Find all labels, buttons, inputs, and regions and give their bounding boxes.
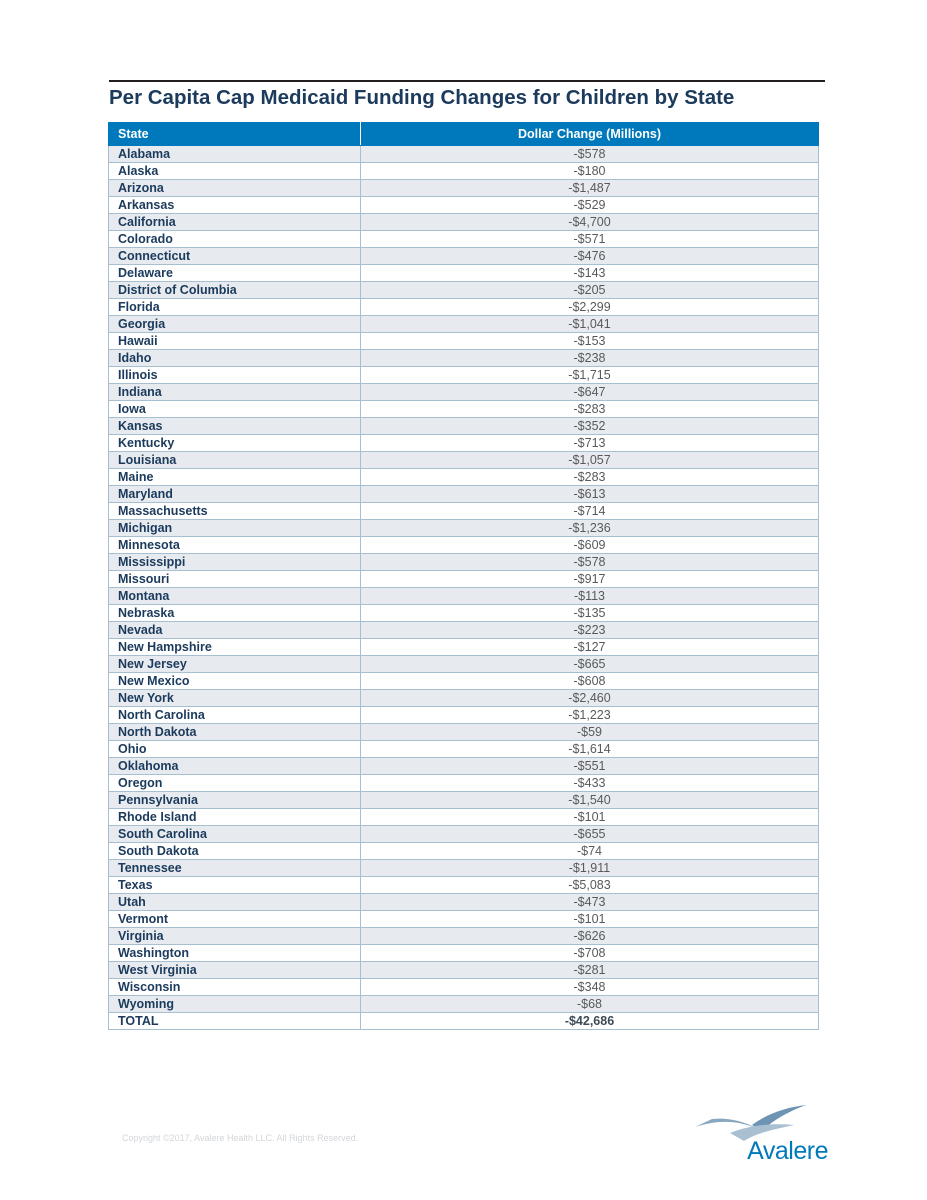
- table-row: [109, 469, 819, 486]
- state-cell: North Dakota: [109, 724, 361, 741]
- state-cell: Hawaii: [109, 333, 361, 350]
- dollar-change-cell: -$551: [361, 758, 819, 775]
- state-cell: Arkansas: [109, 197, 361, 214]
- state-cell: Wisconsin: [109, 979, 361, 996]
- table-row: [109, 214, 819, 231]
- table-row: [109, 826, 819, 843]
- table-row: [109, 197, 819, 214]
- dollar-change-cell: -$59: [361, 724, 819, 741]
- dollar-change-cell: -$714: [361, 503, 819, 520]
- state-cell: Colorado: [109, 231, 361, 248]
- table-row: [109, 520, 819, 537]
- dollar-change-cell: -$74: [361, 843, 819, 860]
- table-row: [109, 486, 819, 503]
- state-cell: Tennessee: [109, 860, 361, 877]
- table-body: [109, 146, 819, 1030]
- state-cell: Delaware: [109, 265, 361, 282]
- state-cell: Maine: [109, 469, 361, 486]
- dollar-change-cell: -$433: [361, 775, 819, 792]
- dollar-change-cell: -$113: [361, 588, 819, 605]
- table-row: [109, 724, 819, 741]
- table-row: [109, 333, 819, 350]
- state-cell: Alabama: [109, 146, 361, 163]
- dollar-change-cell: -$529: [361, 197, 819, 214]
- state-cell: New York: [109, 690, 361, 707]
- table-row: [109, 996, 819, 1013]
- table-row: [109, 860, 819, 877]
- state-cell: Utah: [109, 894, 361, 911]
- table-row: [109, 503, 819, 520]
- table-row: [109, 418, 819, 435]
- table-row: [109, 809, 819, 826]
- table-row: [109, 401, 819, 418]
- dollar-change-cell: -$578: [361, 146, 819, 163]
- table-row: [109, 435, 819, 452]
- dollar-change-cell: -$205: [361, 282, 819, 299]
- state-cell: Ohio: [109, 741, 361, 758]
- dollar-change-cell: -$1,614: [361, 741, 819, 758]
- state-cell: Nebraska: [109, 605, 361, 622]
- state-cell: Montana: [109, 588, 361, 605]
- table-row: [109, 316, 819, 333]
- dollar-change-cell: -$713: [361, 435, 819, 452]
- table-row: [109, 146, 819, 163]
- table-row: [109, 894, 819, 911]
- dollar-change-cell: -$917: [361, 571, 819, 588]
- state-cell: Texas: [109, 877, 361, 894]
- dollar-change-cell: -$578: [361, 554, 819, 571]
- dollar-change-cell: -$655: [361, 826, 819, 843]
- state-cell: Oregon: [109, 775, 361, 792]
- dollar-change-cell: -$473: [361, 894, 819, 911]
- table-row: [109, 384, 819, 401]
- funding-table: [108, 122, 819, 1030]
- state-cell: Pennsylvania: [109, 792, 361, 809]
- table-row: [109, 979, 819, 996]
- dollar-change-cell: -$608: [361, 673, 819, 690]
- dollar-change-cell: -$143: [361, 265, 819, 282]
- state-cell: Idaho: [109, 350, 361, 367]
- copyright-notice: Copyright ©2017, Avalere Health LLC. All Rights Reserved.: [122, 1133, 359, 1143]
- page-title: Per Capita Cap Medicaid Funding Changes for Children by State: [109, 86, 735, 109]
- dollar-change-cell: -$1,487: [361, 180, 819, 197]
- dollar-change-cell: -$68: [361, 996, 819, 1013]
- column-header-dollar-change: Dollar Change (Millions): [361, 123, 819, 146]
- dollar-change-cell: -$665: [361, 656, 819, 673]
- dollar-change-cell: -$1,911: [361, 860, 819, 877]
- dollar-change-cell: -$101: [361, 911, 819, 928]
- state-cell: Georgia: [109, 316, 361, 333]
- table-row: [109, 299, 819, 316]
- state-cell: District of Columbia: [109, 282, 361, 299]
- table-row: [109, 673, 819, 690]
- state-cell: Louisiana: [109, 452, 361, 469]
- state-cell: Mississippi: [109, 554, 361, 571]
- table-row: [109, 588, 819, 605]
- avalere-logo: [690, 1103, 830, 1167]
- state-cell: Missouri: [109, 571, 361, 588]
- dollar-change-cell: -$101: [361, 809, 819, 826]
- dollar-change-cell: -$571: [361, 231, 819, 248]
- table-row: [109, 282, 819, 299]
- table-row: [109, 639, 819, 656]
- table-row: [109, 911, 819, 928]
- state-cell: Michigan: [109, 520, 361, 537]
- dollar-change-cell: -$1,223: [361, 707, 819, 724]
- logo-wordmark: Avalere: [747, 1137, 828, 1165]
- table-row: [109, 622, 819, 639]
- state-cell: Oklahoma: [109, 758, 361, 775]
- dollar-change-cell: -$135: [361, 605, 819, 622]
- table-row: [109, 843, 819, 860]
- dollar-change-cell: -$1,236: [361, 520, 819, 537]
- dollar-change-cell: -$1,057: [361, 452, 819, 469]
- table-row: [109, 265, 819, 282]
- dollar-change-cell: -$153: [361, 333, 819, 350]
- table-row: [109, 571, 819, 588]
- dollar-change-cell: -$127: [361, 639, 819, 656]
- state-cell: Rhode Island: [109, 809, 361, 826]
- state-cell: West Virginia: [109, 962, 361, 979]
- table-row: [109, 248, 819, 265]
- dollar-change-cell: -$1,715: [361, 367, 819, 384]
- dollar-change-cell: -$476: [361, 248, 819, 265]
- dollar-change-cell: -$4,700: [361, 214, 819, 231]
- state-cell: New Mexico: [109, 673, 361, 690]
- state-cell: Connecticut: [109, 248, 361, 265]
- table-row: [109, 690, 819, 707]
- state-cell: Wyoming: [109, 996, 361, 1013]
- state-cell: Florida: [109, 299, 361, 316]
- state-cell: New Jersey: [109, 656, 361, 673]
- state-cell: Minnesota: [109, 537, 361, 554]
- state-cell: Virginia: [109, 928, 361, 945]
- state-cell: Kentucky: [109, 435, 361, 452]
- table-row: [109, 962, 819, 979]
- state-cell: Iowa: [109, 401, 361, 418]
- dollar-change-cell: -$283: [361, 401, 819, 418]
- dollar-change-cell: -$708: [361, 945, 819, 962]
- column-header-state: State: [109, 123, 361, 146]
- dollar-change-cell: -$2,460: [361, 690, 819, 707]
- state-cell: Kansas: [109, 418, 361, 435]
- dollar-change-cell: -$281: [361, 962, 819, 979]
- table-row: [109, 792, 819, 809]
- table-row: [109, 367, 819, 384]
- dollar-change-cell: -$223: [361, 622, 819, 639]
- total-row: [109, 1013, 819, 1030]
- dollar-change-cell: -$647: [361, 384, 819, 401]
- dollar-change-cell: -$1,540: [361, 792, 819, 809]
- dollar-change-cell: -$348: [361, 979, 819, 996]
- table-row: [109, 452, 819, 469]
- dollar-change-cell: -$5,083: [361, 877, 819, 894]
- dollar-change-cell: -$352: [361, 418, 819, 435]
- state-cell: Alaska: [109, 163, 361, 180]
- state-cell: Nevada: [109, 622, 361, 639]
- table-row: [109, 707, 819, 724]
- table-row: [109, 945, 819, 962]
- table-row: [109, 605, 819, 622]
- dollar-change-cell: -$180: [361, 163, 819, 180]
- state-cell: Indiana: [109, 384, 361, 401]
- table-row: [109, 180, 819, 197]
- table-row: [109, 656, 819, 673]
- table-row: [109, 163, 819, 180]
- table-row: [109, 554, 819, 571]
- state-cell: Illinois: [109, 367, 361, 384]
- table-row: [109, 758, 819, 775]
- table-row: [109, 928, 819, 945]
- table-row: [109, 741, 819, 758]
- state-cell: Massachusetts: [109, 503, 361, 520]
- total-label: TOTAL: [109, 1013, 361, 1030]
- dollar-change-cell: -$1,041: [361, 316, 819, 333]
- state-cell: South Dakota: [109, 843, 361, 860]
- state-cell: California: [109, 214, 361, 231]
- state-cell: Arizona: [109, 180, 361, 197]
- state-cell: Vermont: [109, 911, 361, 928]
- dollar-change-cell: -$626: [361, 928, 819, 945]
- dollar-change-cell: -$283: [361, 469, 819, 486]
- table-row: [109, 877, 819, 894]
- state-cell: North Carolina: [109, 707, 361, 724]
- state-cell: Maryland: [109, 486, 361, 503]
- dollar-change-cell: -$2,299: [361, 299, 819, 316]
- state-cell: Washington: [109, 945, 361, 962]
- table-row: [109, 350, 819, 367]
- state-cell: New Hampshire: [109, 639, 361, 656]
- table-row: [109, 231, 819, 248]
- total-value: -$42,686: [361, 1013, 819, 1030]
- table-row: [109, 775, 819, 792]
- top-rule: [109, 80, 825, 82]
- state-cell: South Carolina: [109, 826, 361, 843]
- table-row: [109, 537, 819, 554]
- dollar-change-cell: -$613: [361, 486, 819, 503]
- table-header-row: [109, 123, 819, 146]
- dollar-change-cell: -$238: [361, 350, 819, 367]
- dollar-change-cell: -$609: [361, 537, 819, 554]
